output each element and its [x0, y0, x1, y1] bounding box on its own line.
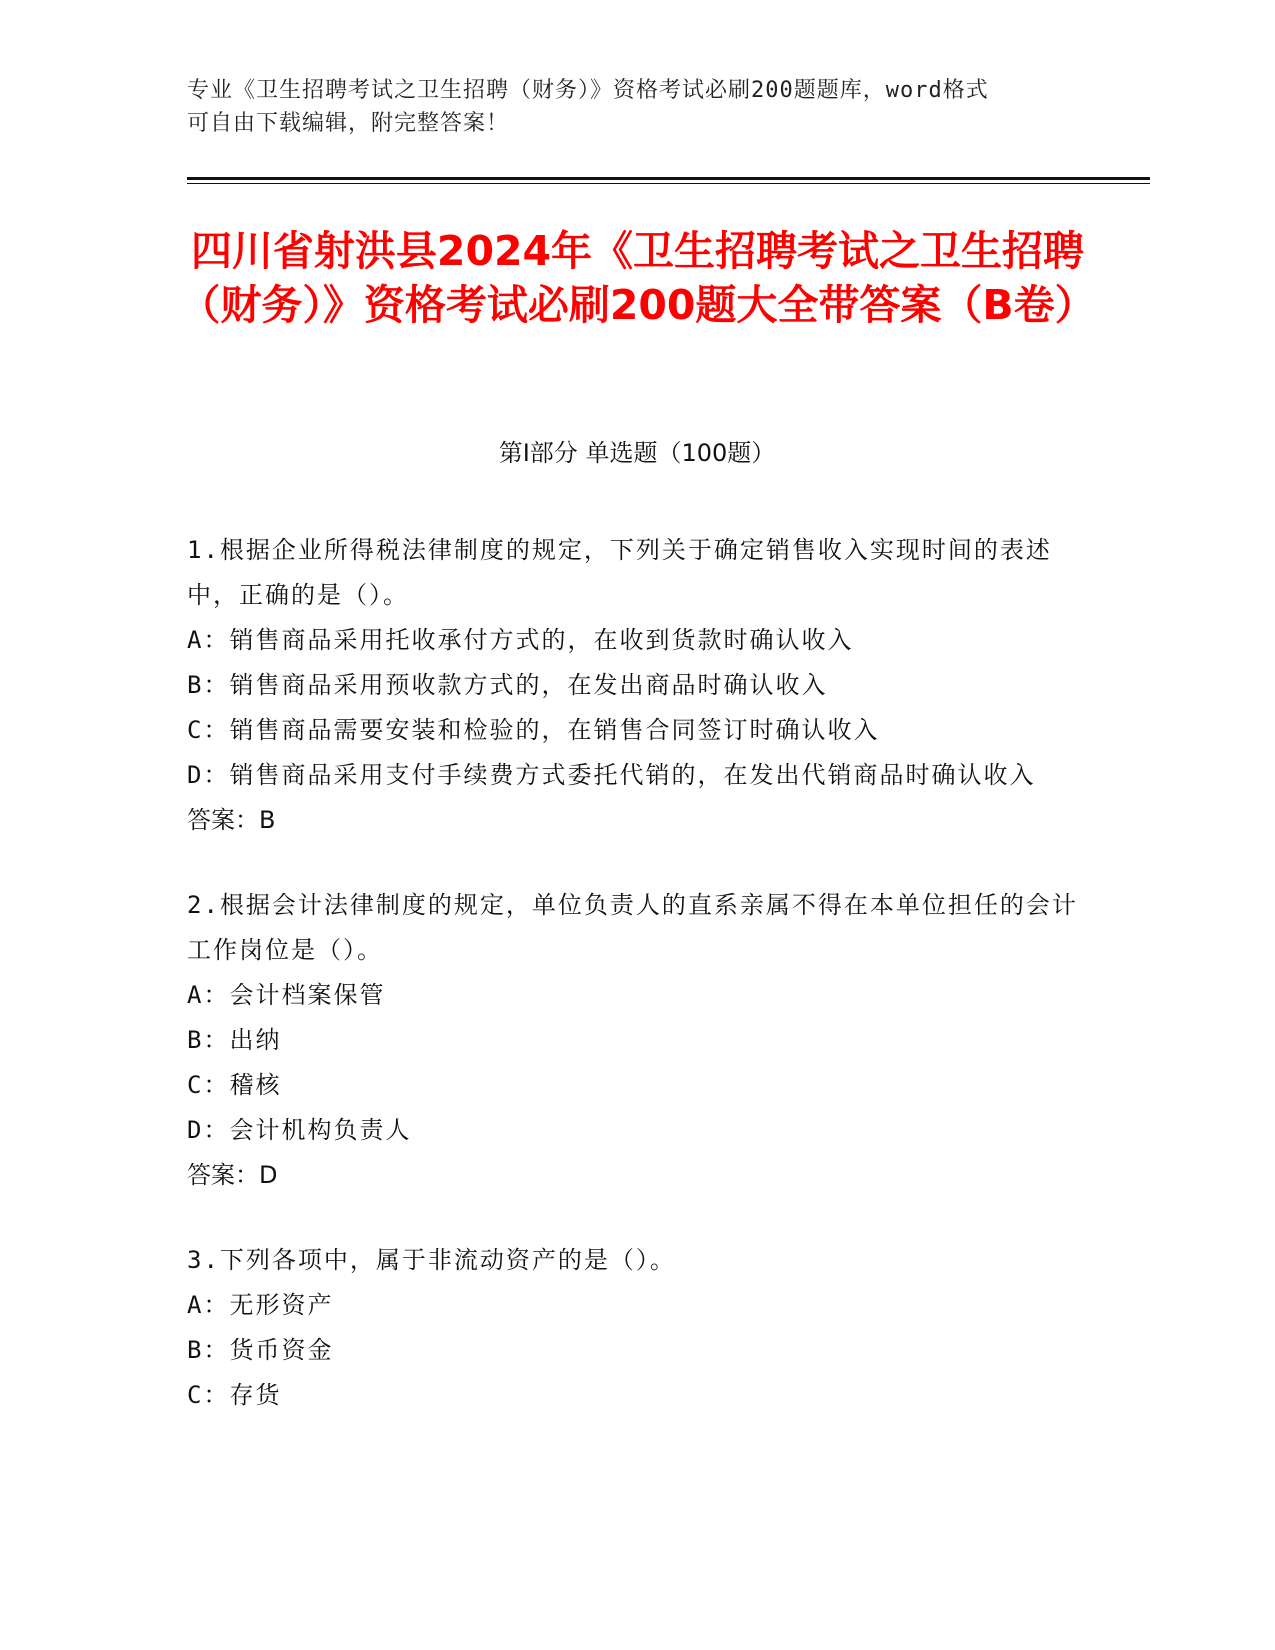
question-list [187, 528, 1087, 1458]
question-stem: 3.下列各项中，属于非流动资产的是（）。 [187, 1246, 676, 1274]
question-1 [187, 528, 1087, 843]
option-a: A：会计档案保管 [187, 981, 386, 1009]
answer: 答案：B [187, 806, 276, 834]
option-c: C：销售商品需要安装和检验的，在销售合同签订时确认收入 [187, 716, 880, 744]
option-b: B：出纳 [187, 1026, 282, 1054]
header-note [187, 74, 1087, 140]
option-a: A：无形资产 [187, 1291, 334, 1319]
header-note-line1: 专业《卫生招聘考试之卫生招聘（财务）》资格考试必刷200题题库，word格式 [187, 78, 989, 103]
option-d: D：会计机构负责人 [187, 1116, 412, 1144]
header-divider-thin [187, 183, 1150, 184]
question-stem: 1.根据企业所得税法律制度的规定，下列关于确定销售收入实现时间的表述中，正确的是（）。 [187, 536, 1052, 609]
header-note-line2: 可自由下载编辑，附完整答案！ [187, 111, 510, 136]
question-stem: 2.根据会计法律制度的规定，单位负责人的直系亲属不得在本单位担任的会计工作岗位是（）。 [187, 891, 1078, 964]
option-b: B：货币资金 [187, 1336, 334, 1364]
question-3 [187, 1238, 1087, 1418]
option-d: D：销售商品采用支付手续费方式委托代销的，在发出代销商品时确认收入 [187, 761, 1036, 789]
answer: 答案：D [187, 1161, 278, 1189]
header-divider-thick [187, 177, 1150, 180]
option-b: B：销售商品采用预收款方式的，在发出商品时确认收入 [187, 671, 828, 699]
option-c: C：存货 [187, 1381, 282, 1409]
section-title: 第Ⅰ部分 单选题（100题） [498, 439, 776, 467]
option-c: C：稽核 [187, 1071, 282, 1099]
question-2 [187, 883, 1087, 1198]
option-a: A：销售商品采用托收承付方式的，在收到货款时确认收入 [187, 626, 854, 654]
document-title: 四川省射洪县2024年《卫生招聘考试之卫生招聘（财务）》资格考试必刷200题大全带答案（B卷） [179, 227, 1096, 329]
